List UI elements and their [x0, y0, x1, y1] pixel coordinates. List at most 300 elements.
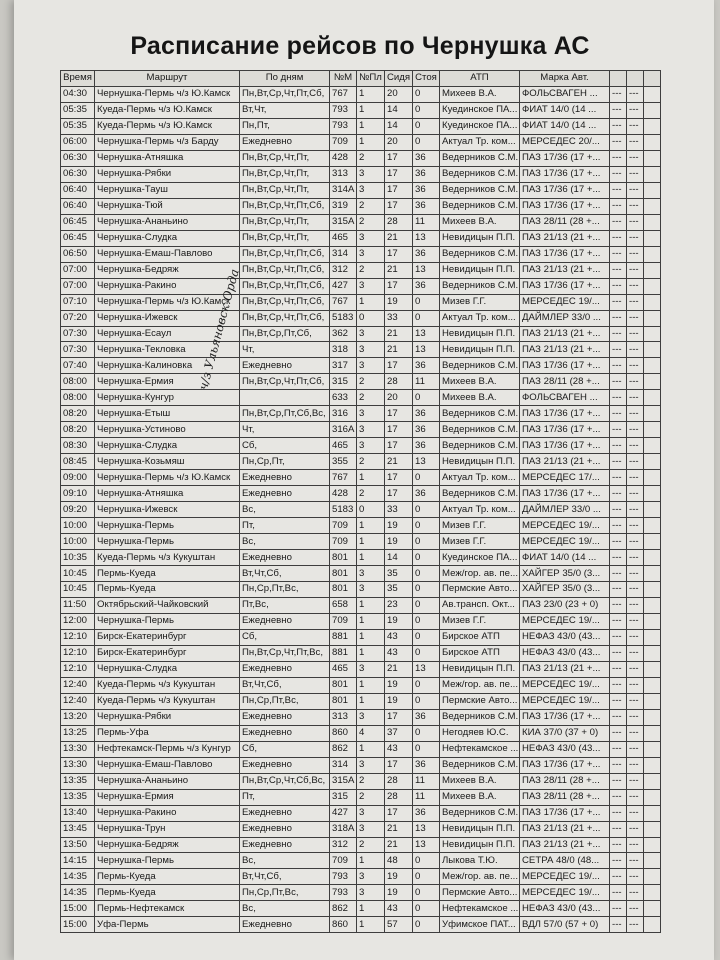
table-cell: --- [610, 677, 627, 693]
table-row [61, 294, 661, 310]
table-cell: --- [610, 629, 627, 645]
table-cell: 33 [385, 310, 413, 326]
table-cell: --- [627, 550, 644, 566]
table-cell: 06:40 [61, 198, 95, 214]
table-cell [644, 853, 661, 869]
table-cell: Вт,Чт,Сб, [240, 566, 330, 582]
table-cell: --- [627, 773, 644, 789]
table-cell: Ежедневно [240, 134, 330, 150]
table-cell: --- [610, 645, 627, 661]
table-cell [644, 693, 661, 709]
table-cell: Невидицын П.П. [440, 326, 520, 342]
table-cell: --- [627, 534, 644, 550]
table-cell: Пермские Авто... [440, 693, 520, 709]
table-cell [644, 374, 661, 390]
table-cell: --- [610, 518, 627, 534]
table-cell [644, 805, 661, 821]
table-cell: --- [610, 166, 627, 182]
table-cell: Пн,Вт,Ср,Чт,Пт,Сб, [240, 374, 330, 390]
table-cell: --- [627, 486, 644, 502]
table-cell: 0 [413, 518, 440, 534]
table-cell: 13:25 [61, 725, 95, 741]
table-cell: --- [627, 310, 644, 326]
table-row [61, 358, 661, 374]
table-cell: 21 [385, 262, 413, 278]
table-cell: 1 [357, 118, 385, 134]
table-cell: --- [610, 278, 627, 294]
table-cell: --- [627, 757, 644, 773]
table-cell: 2 [357, 454, 385, 470]
table-cell: 17 [385, 757, 413, 773]
table-cell [644, 502, 661, 518]
table-cell: ПАЗ 23/0 (23 + 0) [520, 597, 610, 613]
table-cell: 19 [385, 518, 413, 534]
table-cell: Михеев В.А. [440, 374, 520, 390]
table-row [61, 518, 661, 534]
table-cell: Ежедневно [240, 486, 330, 502]
table-cell: --- [610, 134, 627, 150]
table-cell: 2 [357, 486, 385, 502]
table-cell: 3 [357, 566, 385, 582]
table-cell: 1 [357, 550, 385, 566]
table-cell: --- [610, 837, 627, 853]
table-cell: 315 [330, 374, 357, 390]
table-cell: 362 [330, 326, 357, 342]
table-cell: ПАЗ 17/36 (17 +... [520, 166, 610, 182]
table-cell: --- [627, 182, 644, 198]
table-cell [644, 486, 661, 502]
table-cell: 43 [385, 629, 413, 645]
table-cell: 28 [385, 214, 413, 230]
table-cell: Чернушка-Тауш [95, 182, 240, 198]
table-cell: --- [610, 198, 627, 214]
table-cell: Пермь-Нефтекамск [95, 901, 240, 917]
table-cell: Ведерников С.М. [440, 486, 520, 502]
table-row [61, 629, 661, 645]
table-cell: Михеев В.А. [440, 773, 520, 789]
table-cell: 318 [330, 342, 357, 358]
table-cell: --- [627, 853, 644, 869]
table-cell: 13:50 [61, 837, 95, 853]
table-cell: Ведерников С.М. [440, 422, 520, 438]
table-row [61, 486, 661, 502]
table-cell: 1 [357, 134, 385, 150]
table-cell: НЕФАЗ 43/0 (43... [520, 645, 610, 661]
table-cell: --- [627, 582, 644, 598]
table-cell: 36 [413, 406, 440, 422]
table-row [61, 310, 661, 326]
table-cell: 06:50 [61, 246, 95, 262]
table-cell: --- [627, 278, 644, 294]
table-cell: Чернушка-Пермь ч/з Ю.Камск [95, 294, 240, 310]
table-cell: Невидицын П.П. [440, 342, 520, 358]
table-cell [644, 118, 661, 134]
table-cell: 28 [385, 374, 413, 390]
table-cell: --- [610, 885, 627, 901]
table-cell: 36 [413, 358, 440, 374]
table-cell: --- [610, 725, 627, 741]
table-cell: 3 [357, 358, 385, 374]
table-cell: --- [610, 294, 627, 310]
table-cell: Куеда-Пермь ч/з Кукуштан [95, 550, 240, 566]
table-cell: 312 [330, 837, 357, 853]
table-row [61, 773, 661, 789]
table-cell [644, 613, 661, 629]
table-cell: 08:00 [61, 374, 95, 390]
table-row [61, 150, 661, 166]
column-header [644, 71, 661, 87]
table-cell: 0 [413, 102, 440, 118]
table-cell: Ведерников С.М. [440, 150, 520, 166]
table-cell: 12:10 [61, 661, 95, 677]
table-cell: 315А [330, 773, 357, 789]
table-cell: Чт, [240, 422, 330, 438]
column-header [627, 71, 644, 87]
table-cell: 09:10 [61, 486, 95, 502]
table-cell: 17 [385, 438, 413, 454]
table-cell: 17 [385, 470, 413, 486]
table-cell: --- [610, 326, 627, 342]
table-cell: 43 [385, 645, 413, 661]
table-cell: --- [610, 438, 627, 454]
table-cell: 860 [330, 725, 357, 741]
table-cell: --- [610, 582, 627, 598]
table-cell: --- [610, 502, 627, 518]
table-row [61, 246, 661, 262]
table-row [61, 677, 661, 693]
table-cell: 06:30 [61, 166, 95, 182]
table-cell [644, 278, 661, 294]
table-cell: 0 [413, 629, 440, 645]
table-cell [644, 230, 661, 246]
table-cell: ПАЗ 21/13 (21 +... [520, 262, 610, 278]
table-cell: --- [627, 102, 644, 118]
table-cell: 427 [330, 278, 357, 294]
table-cell: Чернушка-Кунгур [95, 390, 240, 406]
table-cell: Невидицын П.П. [440, 262, 520, 278]
table-cell: --- [610, 406, 627, 422]
table-cell: 4 [357, 725, 385, 741]
table-cell: 21 [385, 454, 413, 470]
table-cell: Пн,Вт,Ср,Чт,Пт,Сб, [240, 198, 330, 214]
table-cell: ПАЗ 21/13 (21 +... [520, 326, 610, 342]
table-cell: 3 [357, 709, 385, 725]
table-cell: 12:00 [61, 613, 95, 629]
table-cell: 28 [385, 789, 413, 805]
table-cell: Меж/гор. ав. пе... [440, 566, 520, 582]
table-cell [644, 438, 661, 454]
table-cell: --- [627, 645, 644, 661]
table-cell: Невидицын П.П. [440, 230, 520, 246]
table-row [61, 342, 661, 358]
table-cell: ПАЗ 21/13 (21 +... [520, 661, 610, 677]
table-cell [644, 406, 661, 422]
table-cell: Невидицын П.П. [440, 661, 520, 677]
table-cell: 17 [385, 406, 413, 422]
table-cell: --- [627, 294, 644, 310]
table-cell: Михеев В.А. [440, 86, 520, 102]
table-cell [644, 837, 661, 853]
table-cell: 0 [413, 645, 440, 661]
table-cell: 801 [330, 550, 357, 566]
table-cell: 314А [330, 182, 357, 198]
table-cell: Вс, [240, 853, 330, 869]
table-cell: Пн,Ср,Пт, [240, 454, 330, 470]
table-cell: --- [627, 805, 644, 821]
column-header: Время [61, 71, 95, 87]
table-cell: ФИАТ 14/0 (14 ... [520, 550, 610, 566]
table-cell: 06:40 [61, 182, 95, 198]
table-cell: ПАЗ 21/13 (21 +... [520, 230, 610, 246]
table-cell: Ведерников С.М. [440, 198, 520, 214]
table-cell: Меж/гор. ав. пе... [440, 869, 520, 885]
table-cell: 0 [413, 118, 440, 134]
table-cell: 1 [357, 518, 385, 534]
table-cell: 709 [330, 853, 357, 869]
table-cell: 709 [330, 534, 357, 550]
table-cell: 28 [385, 773, 413, 789]
table-cell: 2 [357, 837, 385, 853]
table-row [61, 725, 661, 741]
table-cell: --- [610, 805, 627, 821]
table-cell: Пн,Вт,Ср,Чт,Пт, [240, 182, 330, 198]
table-cell: 21 [385, 837, 413, 853]
table-cell: 3 [357, 278, 385, 294]
table-cell: Мизев Г.Г. [440, 294, 520, 310]
table-cell: 1 [357, 693, 385, 709]
table-cell: --- [627, 885, 644, 901]
table-cell: --- [610, 901, 627, 917]
table-cell [644, 134, 661, 150]
table-cell: Чернушка-Пермь [95, 613, 240, 629]
table-cell: 2 [357, 198, 385, 214]
table-cell: 314 [330, 757, 357, 773]
table-cell: --- [610, 693, 627, 709]
table-cell: 13 [413, 342, 440, 358]
table-cell: Пн,Вт,Ср,Чт,Пт,Сб, [240, 278, 330, 294]
table-cell: Пн,Вт,Ср,Пт,Сб,Вс, [240, 406, 330, 422]
column-header: №Пл [357, 71, 385, 87]
table-cell: Ав.трансп. Окт... [440, 597, 520, 613]
table-cell: Бирское АТП [440, 629, 520, 645]
table-cell: 0 [413, 613, 440, 629]
table-cell: НЕФАЗ 43/0 (43... [520, 901, 610, 917]
table-row [61, 198, 661, 214]
table-cell: --- [627, 789, 644, 805]
table-cell: Чернушка-Бедряж [95, 262, 240, 278]
table-row [61, 166, 661, 182]
table-cell: Вс, [240, 534, 330, 550]
table-cell [644, 661, 661, 677]
table-cell: 36 [413, 198, 440, 214]
table-cell: 36 [413, 486, 440, 502]
table-cell: 36 [413, 805, 440, 821]
table-cell: 801 [330, 693, 357, 709]
table-cell: МЕРСЕДЕС 19/... [520, 518, 610, 534]
table-cell: 1 [357, 629, 385, 645]
table-cell: Ведерников С.М. [440, 358, 520, 374]
table-cell: Ежедневно [240, 550, 330, 566]
table-cell: Чернушка-Бедряж [95, 837, 240, 853]
table-cell: 10:35 [61, 550, 95, 566]
table-cell: 19 [385, 677, 413, 693]
table-cell: --- [627, 230, 644, 246]
table-cell: 315 [330, 789, 357, 805]
page-title: Расписание рейсов по Чернушка АС [130, 32, 590, 60]
table-cell: Пт,Вс, [240, 597, 330, 613]
table-cell: --- [610, 150, 627, 166]
table-cell: 1 [357, 741, 385, 757]
table-cell: 07:30 [61, 342, 95, 358]
table-cell: Куединское ПА... [440, 118, 520, 134]
table-cell: --- [627, 566, 644, 582]
table-cell: 43 [385, 901, 413, 917]
table-cell: 07:20 [61, 310, 95, 326]
table-cell: 3 [357, 326, 385, 342]
table-cell: --- [610, 486, 627, 502]
table-cell: --- [610, 757, 627, 773]
schedule-body [61, 86, 661, 932]
table-row [61, 102, 661, 118]
table-cell: 465 [330, 661, 357, 677]
table-cell: ПАЗ 17/36 (17 +... [520, 438, 610, 454]
table-cell: 10:00 [61, 518, 95, 534]
table-row [61, 374, 661, 390]
table-cell: 0 [413, 677, 440, 693]
table-cell: Ведерников С.М. [440, 182, 520, 198]
table-cell: Чернушка-Ананьино [95, 214, 240, 230]
table-cell [644, 214, 661, 230]
table-cell: Чернушка-Атняшка [95, 150, 240, 166]
table-cell: ФОЛЬСВАГЕН ... [520, 390, 610, 406]
table-cell: ПАЗ 28/11 (28 +... [520, 214, 610, 230]
table-cell: Чернушка-Емаш-Павлово [95, 757, 240, 773]
table-cell: 3 [357, 406, 385, 422]
table-cell: 13 [413, 821, 440, 837]
table-cell: 3 [357, 757, 385, 773]
table-row [61, 230, 661, 246]
table-cell: ПАЗ 17/36 (17 +... [520, 246, 610, 262]
table-cell: 07:30 [61, 326, 95, 342]
table-cell: ДАЙМЛЕР 33/0 ... [520, 502, 610, 518]
table-cell: --- [627, 821, 644, 837]
table-cell: Ведерников С.М. [440, 757, 520, 773]
table-cell: 1 [357, 102, 385, 118]
table-cell: 21 [385, 661, 413, 677]
table-cell: Мизев Г.Г. [440, 534, 520, 550]
table-row [61, 837, 661, 853]
table-cell: 3 [357, 438, 385, 454]
table-cell: Нефтекамское ... [440, 741, 520, 757]
table-cell: Уфимское ПАТ... [440, 917, 520, 933]
table-cell: 14 [385, 550, 413, 566]
table-cell: --- [627, 518, 644, 534]
table-cell: --- [610, 869, 627, 885]
table-cell: 13:35 [61, 773, 95, 789]
table-cell [644, 86, 661, 102]
table-cell: 0 [413, 86, 440, 102]
table-cell: Пермь-Куеда [95, 885, 240, 901]
table-cell: Ежедневно [240, 725, 330, 741]
table-cell: 793 [330, 118, 357, 134]
table-cell [644, 550, 661, 566]
table-cell: 17 [385, 486, 413, 502]
table-cell: 3 [357, 230, 385, 246]
table-cell: 13 [413, 262, 440, 278]
table-cell [644, 294, 661, 310]
table-row [61, 661, 661, 677]
table-cell: --- [627, 677, 644, 693]
table-cell: 0 [413, 134, 440, 150]
table-cell: Актуал Тр. ком... [440, 134, 520, 150]
table-cell: 06:30 [61, 150, 95, 166]
table-cell: ФОЛЬСВАГЕН ... [520, 86, 610, 102]
table-cell: 312 [330, 262, 357, 278]
table-cell: 3 [357, 246, 385, 262]
table-cell: 1 [357, 917, 385, 933]
table-cell: --- [627, 118, 644, 134]
table-cell: Вт,Чт,Сб, [240, 869, 330, 885]
table-cell: Чернушка-Пермь ч/з Ю.Камск [95, 470, 240, 486]
table-cell: Актуал Тр. ком... [440, 310, 520, 326]
table-cell: 08:20 [61, 422, 95, 438]
table-cell: 319 [330, 198, 357, 214]
table-cell: 13 [413, 454, 440, 470]
table-cell: 13:45 [61, 821, 95, 837]
table-cell: 860 [330, 917, 357, 933]
table-cell: 36 [413, 709, 440, 725]
table-cell: 17 [385, 422, 413, 438]
table-cell: ПАЗ 17/36 (17 +... [520, 422, 610, 438]
table-row [61, 214, 661, 230]
table-cell [644, 757, 661, 773]
table-cell: 35 [385, 566, 413, 582]
table-cell: 12:10 [61, 645, 95, 661]
table-cell: 36 [413, 246, 440, 262]
table-cell: 0 [357, 502, 385, 518]
table-cell: --- [610, 917, 627, 933]
table-cell: 318А [330, 821, 357, 837]
table-cell: --- [610, 182, 627, 198]
table-cell [644, 773, 661, 789]
table-cell: ПАЗ 17/36 (17 +... [520, 150, 610, 166]
table-cell: 14:35 [61, 885, 95, 901]
table-cell: 36 [413, 757, 440, 773]
table-cell [644, 182, 661, 198]
table-cell: Чернушка-Етыш [95, 406, 240, 422]
table-cell: --- [627, 246, 644, 262]
table-row [61, 821, 661, 837]
table-cell [644, 821, 661, 837]
table-cell: Невидицын П.П. [440, 454, 520, 470]
table-cell: 3 [357, 661, 385, 677]
table-cell: 0 [413, 725, 440, 741]
table-cell: --- [610, 102, 627, 118]
table-cell: --- [627, 502, 644, 518]
table-cell: Чт, [240, 342, 330, 358]
table-cell: Ведерников С.М. [440, 278, 520, 294]
table-cell: Куеда-Пермь ч/з Кукуштан [95, 693, 240, 709]
table-cell: 36 [413, 182, 440, 198]
table-cell [644, 390, 661, 406]
table-cell: ПАЗ 28/11 (28 +... [520, 374, 610, 390]
table-cell: 19 [385, 294, 413, 310]
table-cell: --- [610, 853, 627, 869]
table-cell: --- [627, 358, 644, 374]
table-cell: 1 [357, 470, 385, 486]
table-cell: 17 [385, 709, 413, 725]
table-cell: 3 [357, 166, 385, 182]
